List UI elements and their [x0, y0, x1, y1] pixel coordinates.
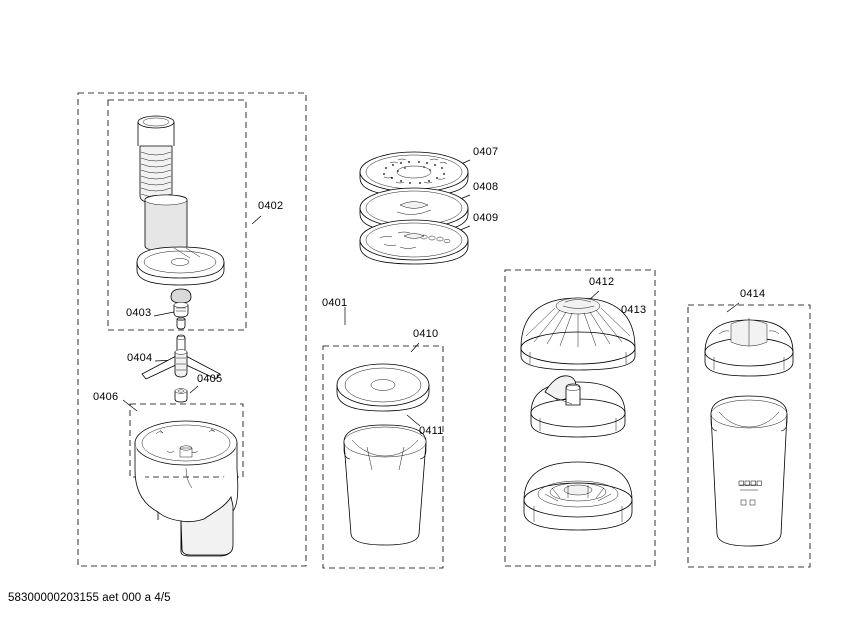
part-label-0408: 0408 [473, 181, 499, 193]
part-0405-washer [175, 389, 187, 402]
part-0411-jug [344, 425, 426, 545]
part-label-0401: 0401 [322, 297, 348, 309]
part-label-0411: 0411 [419, 425, 444, 437]
part-0412-dome-filter [521, 298, 635, 370]
part-0414-bottle-body [711, 396, 787, 546]
part-0414-bottle-lid [705, 318, 793, 376]
part-0410-lid [337, 364, 429, 411]
part-0403-sealing-cap [171, 289, 191, 329]
part-label-0412: 0412 [589, 276, 615, 288]
part-label-0402: 0402 [258, 200, 284, 212]
part-label-0407: 0407 [473, 146, 499, 158]
part-label-0413: 0413 [621, 304, 647, 316]
part-0413-blade-unit [531, 376, 625, 437]
part-label-0410: 0410 [413, 328, 439, 340]
part-label-0414: 0414 [740, 288, 766, 300]
document-footer-code: 58300000203155 aet 000 a 4/5 [8, 592, 171, 604]
part-0409-shredding-disc [360, 220, 468, 264]
part-label-0409: 0409 [473, 212, 499, 224]
part-0412-base-coupler [524, 462, 632, 530]
part-label-0405: 0405 [197, 373, 223, 385]
part-label-0403: 0403 [126, 307, 152, 319]
part-label-0406: 0406 [93, 391, 119, 403]
part-0406-base-housing [135, 421, 238, 556]
part-label-0404: 0404 [127, 352, 153, 364]
part-0402-feed-chute-assembly [137, 116, 224, 285]
